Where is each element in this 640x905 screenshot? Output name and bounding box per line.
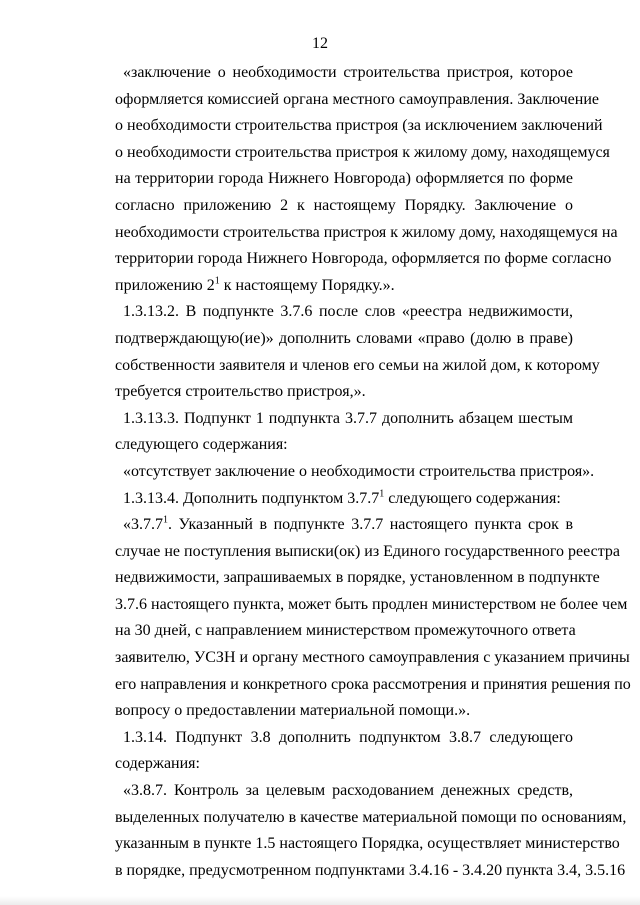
text-line-main: «3.7.7 (123, 516, 163, 534)
page-number: 12 (312, 35, 328, 52)
text-line (115, 113, 603, 140)
text-line (115, 459, 595, 486)
text-line-main: 1.3.13.2. В подпункте 3.7.6 после слов «реестра недвижимости, (123, 303, 573, 321)
text-line-main: заявителю, УСЗН и органу местного самоуправления с указанием причины (115, 649, 630, 667)
text-line-main: необходимости строительства пристроя к жилому дому, находящемуся на (115, 223, 618, 241)
text-line-main: выделенных получателю в качестве материальной помощи по основаниям, (115, 808, 627, 826)
text-line (115, 565, 600, 592)
text-line (115, 87, 599, 114)
text-line (115, 60, 573, 87)
text-line-continuation: к настоящему Порядку.». (219, 276, 395, 294)
text-line-main: следующего содержания: (115, 436, 288, 454)
text-line-main: оформляется комиссией органа местного самоуправления. Заключение (115, 90, 599, 108)
text-line (115, 353, 600, 380)
text-line (115, 831, 620, 858)
text-line-main: 3.7.6 настоящего пункта, может быть продлен министерством не более чем (115, 595, 628, 613)
text-line (115, 698, 573, 725)
text-line (115, 805, 627, 832)
text-line (115, 406, 573, 433)
text-line (115, 512, 573, 539)
text-line (115, 486, 573, 513)
text-line (115, 672, 631, 699)
document-body (115, 60, 631, 884)
text-line-main: вопросу о предоставлении материальной помощи.». (115, 702, 471, 720)
text-line (115, 220, 618, 247)
text-line-main: содержания: (115, 755, 200, 773)
text-line-main: требуется строительство пристроя,». (115, 383, 366, 401)
text-line (115, 645, 630, 672)
text-line (115, 618, 576, 645)
text-line-continuation: . Указанный в подпункте 3.7.7 настоящего пункта срок в (168, 516, 573, 534)
text-line (115, 858, 626, 885)
text-line (115, 166, 573, 193)
superscript: 1 (214, 275, 220, 287)
text-line-main: о необходимости строительства пристроя (за исключением заключений (115, 117, 603, 135)
text-line (115, 140, 610, 167)
text-line-main: о необходимости строительства пристроя к жилому дому, находящемуся (115, 143, 610, 161)
text-line (115, 592, 628, 619)
text-line-main: недвижимости, запрашиваемых в порядке, установленном в подпункте (115, 569, 600, 587)
text-line-main: его направления и конкретного срока рассмотрения и принятия решения по (115, 675, 631, 693)
text-line-main: приложению 2 (115, 276, 215, 294)
text-line (115, 539, 620, 566)
text-line-main: территории города Нижнего Новгорода, оформляется по форме согласно (115, 250, 612, 268)
text-line (115, 778, 573, 805)
text-line-main: в порядке, предусмотренном подпунктами 3.4.16 - 3.4.20 пункта 3.4, 3.5.16 (115, 861, 626, 879)
text-line-main: подтверждающую(ие)» дополнить словами «право (долю в праве) (115, 329, 573, 347)
text-line-main: на территории города Нижнего Новгорода) оформляется по форме (115, 170, 573, 188)
text-line (115, 326, 573, 353)
text-line (115, 379, 573, 406)
text-line-main: 1.3.13.4. Дополнить подпунктом 3.7.7 (123, 489, 380, 507)
text-line-main: собственности заявителя и членов его семьи на жилой дом, к которому (115, 356, 600, 374)
text-line (115, 299, 573, 326)
text-line (115, 273, 573, 300)
superscript: 1 (163, 514, 168, 526)
text-line-main: «отсутствует заключение о необходимости строительства пристроя». (123, 462, 595, 480)
text-line (115, 725, 573, 752)
text-line-main: 1.3.14. Подпункт 3.8 дополнить подпунктом 3.8.7 следующего (123, 728, 573, 746)
text-line-main: «заключение о необходимости строительства пристроя, которое (123, 64, 573, 81)
text-line-main: согласно приложению 2 к настоящему Порядку. Заключение о (115, 196, 573, 214)
text-line-main: 1.3.13.3. Подпункт 1 подпункта 3.7.7 дополнить абзацем шестым (123, 409, 573, 427)
text-line (115, 246, 612, 273)
text-line-main: на 30 дней, с направлением министерством промежуточного ответа (115, 622, 576, 640)
superscript: 1 (379, 488, 385, 500)
text-line (115, 432, 573, 459)
text-line (115, 751, 573, 778)
text-line-continuation: следующего содержания: (384, 489, 561, 507)
text-line (115, 193, 573, 220)
scan-edge (0, 896, 640, 905)
text-line-main: указанным в пункте 1.5 настоящего Порядка, осуществляет министерство (115, 835, 620, 853)
text-line-main: «3.8.7. Контроль за целевым расходованием денежных средств, (123, 782, 573, 800)
text-line-main: случае не поступления выписки(ок) из Единого государственного реестра (115, 542, 620, 560)
